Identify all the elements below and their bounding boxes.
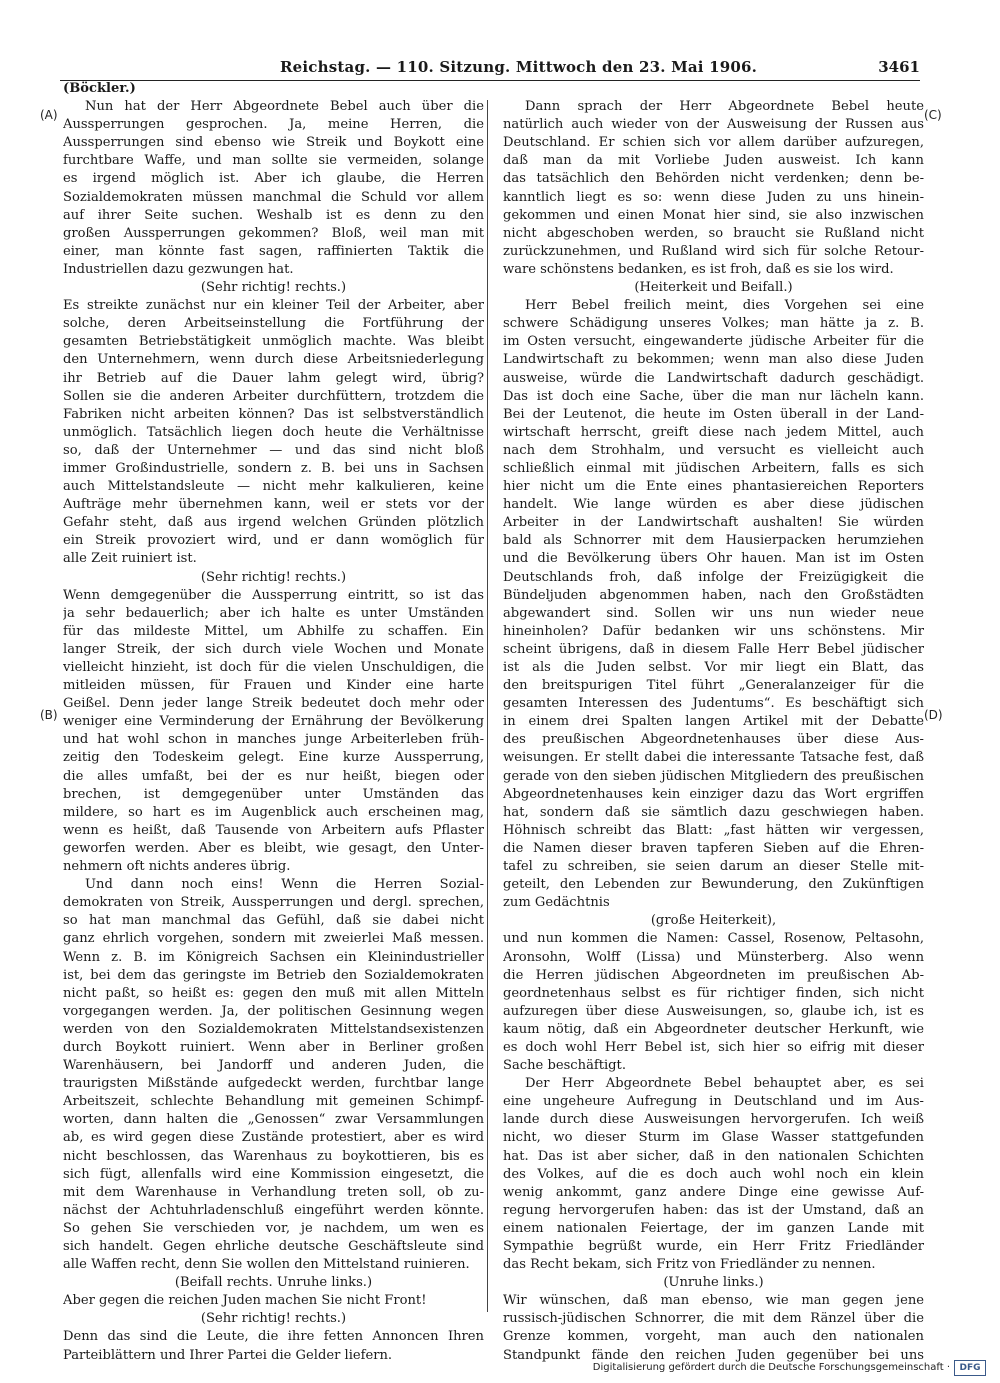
text-line: eine ungeheure Aufregung in Deutschland und im Aus- [503,1094,924,1110]
text-line: Wir wünschen, daß man ebenso, wie man gegen jene [503,1293,924,1309]
text-line: ganz ehrlich vorgehen, sondern mit zweierlei Maß messen. [63,931,484,947]
text-line: immer Großindustrielle, sondern z. B. bei uns in Sachsen [63,460,484,476]
text-line: durch Boykott ruiniert. Wenn aber in Berliner großen [63,1039,484,1055]
text-line: Landwirtschaft zu bekommen; wenn man also diese Juden [503,352,924,368]
text-line: nächst der Achtuhrladenschluß eingeführt werden könnte. [63,1202,484,1218]
text-line: auf ihrer Seite suchen. Weshalb ist es denn zu den [63,207,484,223]
text-line: Arbeiter in der Landwirtschaft aushalten! Sie würden [503,515,924,531]
footer-credit [592,1360,986,1376]
text-line: worten, dann halten die „Genossen“ zwar Versammlungen [63,1112,484,1128]
text-line: Es streikte zunächst nur ein kleiner Teil der Arbeiter, aber [63,298,484,314]
footer-text: Digitalisierung gefördert durch die Deutsche Forschungsgemeinschaft · [592,1362,950,1373]
text-line: schwere Schädigung unseres Volkes; man hätte ja z. B. [503,316,924,332]
stage-direction: (Sehr richtig! rechts.) [200,280,347,296]
stage-direction: (große Heiterkeit), [650,913,777,929]
text-line: so hat man manchmal das Gefühl, daß sie dabei nicht [63,913,484,929]
text-line: gekommen und einen Monat hier sind, sie also inzwischen [503,207,924,223]
text-line: brechen, ist demgegenüber unter Umständen das [63,786,484,802]
text-line: ist, bei dem das geringste im Betrieb den Sozialdemokraten [63,967,484,983]
text-line: gerade von den sieben jüdischen Mitgliedern des preußischen [503,768,924,784]
text-line: Abgeordnetenhauses kein einziger dazu das Wort ergriffen [503,786,924,802]
margin-marker-d: (D) [924,708,943,722]
text-line: gesamten Betriebstätigkeit unmöglich machte. Was bleibt [63,334,484,350]
text-line: alle Zeit ruiniert ist. [63,551,197,567]
text-line: Warenhäusern, bei Jandorff und anderen Juden, die [63,1058,484,1074]
text-line: Fabriken nicht arbeiten können? Das ist selbstverständlich [63,406,484,422]
text-line: Aussperrungen gesprochen. Ja, meine Herren, die [63,117,484,133]
text-line: nicht abgeschoben werden, so braucht sie Rußland nicht [503,225,924,241]
text-line: es irgend möglich ist. Aber ich glaube, die Herren [63,171,484,187]
text-line: aufzuregen über diese Ausweisungen, so, glaube ich, ist es [503,1003,924,1019]
text-line: traurigsten Mißstände aufgedeckt werden, furchtbar lange [63,1076,484,1092]
page-header [60,56,920,81]
text-line: ab, es wird gegen diese Zustände protestiert, aber es wird [63,1130,484,1146]
text-line: ausweise, würde die Landwirtschaft dadurch geschädigt. [503,370,924,386]
text-line: Aussperrungen sind ebenso wie Streik und Boykott eine [63,135,484,151]
text-line: ja sehr bedauerlich; aber ich halte es unter Umständen [63,605,484,621]
text-line: Gefahr steht, daß aus irgend welchen Gründen plötzlich [63,515,484,531]
text-line: Industriellen dazu gezwungen hat. [63,261,294,277]
text-line: im Osten versucht, eingewanderte jüdische Arbeiter für die [503,334,924,350]
text-line: Sozialdemokraten müssen manchmal die Schuld vor allem [63,189,484,205]
text-line: die Herren jüdischen Abgeordneten im preußischen Ab- [503,967,924,983]
text-line: des preußischen Abgeordnetenhauses über diese Aus- [503,732,924,748]
text-line: das tatsächlich den Behörden nicht verdenken; denn be- [503,171,924,187]
stage-direction: (Sehr richtig! rechts.) [200,1311,347,1327]
text-line: geteilt, den Lebenden zur Bewunderung, den Zukünftigen [503,877,924,893]
text-line: Nun hat der Herr Abgeordnete Bebel auch über die [85,99,484,115]
text-line: geworfen werden. Aber es bleibt, wie gesagt, den Unter- [63,840,484,856]
text-line: unmöglich. Tatsächlich liegen doch heute die Verhältnisse [63,424,484,440]
text-line: großen Aussperrungen gekommen? Bloß, weil man mit [63,225,484,241]
text-line: nicht paßt, so heißt es: gegen den muß mit allen Mitteln [63,985,484,1001]
text-line: schließlich einmal mit jüdischen Arbeitern, falls es sich [503,460,924,476]
text-line: ware schönstens bedanken, es ist froh, daß es sie los wird. [503,261,894,277]
text-line: furchtbare Waffe, und man sollte sie vermeiden, solange [63,153,484,169]
text-line: Grenze kommen, vorgeht, man auch den nationalen [503,1329,924,1345]
text-line: So gehen Sie verschieden vor, je nachdem, um wen es [63,1220,484,1236]
text-line: scheint übrigens, daß in diesem Falle Herr Bebel jüdischer [503,641,924,657]
text-line: gesamten Interessen des Judentums“. Es beschäftigt sich [503,696,924,712]
text-line: mitleiden müssen, für Frauen und Kinder eine harte [63,678,484,694]
text-line: bald als Schnorrer mit dem Hausierpacken herumziehen [503,533,924,549]
text-line: Das ist doch eine Sache, über die man nur lächeln kann. [503,388,924,404]
text-line: Arbeitszeit, schlechte Behandlung mit gemeinen Schimpf- [63,1094,484,1110]
column-divider [487,100,488,1312]
text-line: Dann sprach der Herr Abgeordnete Bebel heute [525,99,924,115]
text-line: für das mildeste Mittel, um Abhilfe zu schaffen. Ein [63,623,484,639]
text-line: Und dann noch eins! Wenn die Herren Sozial- [85,877,484,893]
text-line: Herr Bebel freilich meint, dies Vorgehen sei eine [525,298,924,314]
text-line: demokraten von Streik, Aussperrungen und dergl. sprechen, [63,895,484,911]
text-line: kanntlich liegt es so: wenn diese Juden zu uns hinein- [503,189,924,205]
stage-direction: (Sehr richtig! rechts.) [200,569,347,585]
text-line: und hat wohl schon in manches junge Arbeiterleben früh- [63,732,484,748]
text-line: Bei der Leutenot, die heute im Osten überall in der Land- [503,406,924,422]
text-line: und nun kommen die Namen: Cassel, Rosenow, Peltasohn, [503,931,924,947]
text-line: abgewandert sind. Sollen wir uns nun wieder neue [503,605,924,621]
text-line: nach dem Strohhalm, und versucht es vielleicht auch [503,442,924,458]
text-line: Wenn z. B. im Königreich Sachsen ein Kleinindustrieller [63,949,484,965]
text-line: zurückzunehmen, und Rußland wird sich für solche Retour- [503,243,924,259]
dfg-logo: DFG [954,1360,986,1376]
text-line: langer Streik, der sich durch viele Wochen und Monate [63,641,484,657]
text-line: solche, deren Arbeitseinstellung die Fortführung der [63,316,484,332]
text-line: Aronsohn, Wolff (Lissa) und Münsterberg. Also wenn [503,949,924,965]
text-line: mildere, so hart es im Augenblick auch erscheinen mag, [63,804,484,820]
text-line: auch Mittelstandsleute — nicht mehr kalkulieren, keine [63,479,484,495]
text-line: hat, sondern daß sie sämtlich dazu geschwiegen haben. [503,804,924,820]
text-line: und die Bevölkerung übers Ohr hauen. Man ist im Osten [503,551,924,567]
text-line: Höhnisch schreibt das Blatt: „fast hätten wir vergessen, [503,822,924,838]
text-line: russisch-jüdischen Schnorrer, die mit dem Ränzel über die [503,1311,924,1327]
text-line: Aber gegen die reichen Juden machen Sie nicht Front! [63,1293,427,1309]
text-line: Parteiblättern und Ihrer Partei die Gelder liefern. [63,1347,393,1363]
stage-direction: (Heiterkeit und Beifall.) [634,280,793,296]
text-line: weisungen. Er stellt dabei die interessante Tatsache fest, daß [503,750,924,766]
text-line: zeitig den Todeskeim gelegt. Eine kurze Aussperrung, [63,750,484,766]
text-line: tafel zu schreiben, sie seien darum an dieser Stelle mit- [503,859,924,875]
text-line: Sollen sie die anderen Arbeiter durchfüttern, trotzdem die [63,388,484,404]
text-line: lande durch diese Ausweisungen hervorgerufen. Ich weiß [503,1112,924,1128]
page-number: 3461 [878,58,920,76]
text-line: Deutschlands froh, daß infolge der Freizügigkeit die [503,569,924,585]
speaker-name: (Böckler.) [63,81,136,96]
text-line: Denn das sind die Leute, die ihre fetten Annoncen Ihren [63,1329,484,1345]
text-line: des Volkes, auf die es doch auch wohl noch ein klein [503,1166,924,1182]
text-line: kaum nötig, daß ein Abgeordneter deutscher Herkunft, wie [503,1021,924,1037]
text-line: den Unternehmern, wenn durch diese Arbeitsniederlegung [63,352,484,368]
text-line: Sache beschäftigt. [503,1058,626,1074]
text-line: nicht beschlossen, das Warenhaus zu boykottieren, bis es [63,1148,484,1164]
text-line: natürlich auch wieder von der Ausweisung der Russen aus [503,117,924,133]
text-line: weniger eine Verminderung der Ernährung der Bevölkerung [63,714,484,730]
text-line: Bündeljuden abgenommen haben, nach den Großstädten [503,587,924,603]
text-line: handelt. Wie lange würden es aber diese jüdischen [503,497,924,513]
text-line: wenig ankommt, ganz andere Dinge eine gewisse Auf- [503,1184,924,1200]
text-line: Deutschland. Er schien sich vor allem darüber aufzuregen, [503,135,924,151]
text-line: werden von den Sozialdemokraten Mittelstandsexistenzen [63,1021,484,1037]
left-column [63,80,484,1365]
text-line: ist als die Juden selbst. Vor mir liegt ein Blatt, das [503,660,924,675]
stage-direction: (Unruhe links.) [663,1275,764,1291]
text-line: in einem drei Spalten langen Artikel mit der Debatte [503,714,924,730]
text-line: sich fügt, allenfalls wird eine Kommission eingesetzt, die [63,1166,484,1182]
text-line: regung hervorgerufen haben: das ist der Umstand, daß an [503,1202,924,1218]
margin-marker-b: (B) [40,708,58,722]
text-line: die Namen dieser braven tapferen Sieben auf die Ehren- [503,840,924,856]
text-line: daß man da mit Vorliebe Juden ausweist. Ich kann [503,153,924,169]
text-line: mit dem Warenhause in Verhandlung treten soll, ob zu- [63,1184,484,1200]
text-line: Wenn demgegenüber die Aussperrung eintritt, so ist das [63,587,484,603]
text-line: sich handelt. Gegen ehrliche deutsche Geschäftsleute sind [63,1239,484,1254]
text-line: Geißel. Denn jeder lange Streik bedeutet doch mehr oder [63,696,484,712]
right-column [503,80,924,1365]
text-line: Sympathie begrüßt wurde, ein Herr Fritz Friedländer [503,1239,924,1254]
text-line: wenn es heißt, daß Tausende von Arbeitern aufs Pflaster [63,822,484,838]
text-line: hier nicht um die Ente eines phantasiereichen Reporters [503,479,924,495]
text-line: einer, man könnte fast sagen, raffinierten Taktik die [63,243,484,259]
text-line: vielleicht hinzieht, ist doch für die vielen Unschuldigen, die [63,660,484,675]
text-line: hat. Das ist aber sicher, daß in den nationalen Schichten [503,1148,924,1164]
text-line: Standpunkt fände den reichen Juden gegenüber bei uns [503,1347,924,1363]
text-line: das Recht bekam, sich Fritz von Friedländer zu nennen. [503,1257,876,1273]
text-line: ihr Betrieb auf die Dauer lahm gelegt wird, übrig? [63,370,484,386]
header-title: Reichstag. — 110. Sitzung. Mittwoch den 23. Mai 1906. [280,58,758,76]
text-line: nehmern oft nichts anderes übrig. [63,859,291,875]
text-line: nicht, wo dieser Sturm im Glase Wasser stattgefunden [503,1130,924,1146]
text-line: geordnetenhaus selbst es für richtiger finden, sich nicht [503,985,924,1001]
text-line: wirtschaft herrscht, greift diese nach jedem Mittel, auch [503,424,924,440]
margin-marker-c: (C) [924,108,942,122]
text-line: zum Gedächtnis [503,895,610,911]
text-line: Der Herr Abgeordnete Bebel behauptet aber, es sei [525,1076,924,1092]
text-line: es doch wohl Herr Bebel ist, sich hier so eifrig mit dieser [503,1039,924,1055]
stage-direction: (Beifall rechts. Unruhe links.) [174,1275,373,1291]
text-line: alle Waffen recht, denn Sie wollen den Mittelstand ruinieren. [63,1257,470,1273]
text-line: einem nationalen Feiertage, der im ganzen Lande mit [503,1220,924,1236]
text-line: den breitspurigen Titel führt „Generalanzeiger für die [503,678,924,694]
text-line: hineinholen? Dafür bedanken wir uns schönstens. Mir [503,623,924,639]
margin-marker-a: (A) [40,108,58,122]
text-line: vorgegangen werden. Ja, der politischen Gesinnung wegen [63,1003,484,1019]
text-line: so, daß der Unternehmer — und das sind nicht bloß [63,442,484,458]
text-line: die alles umfaßt, bei der es nur heißt, biegen oder [63,768,484,784]
text-line: ein Streik provoziert wird, und er dann womöglich für [63,533,484,549]
text-line: Aufträge mehr übernehmen kann, weil er stets vor der [63,497,484,513]
